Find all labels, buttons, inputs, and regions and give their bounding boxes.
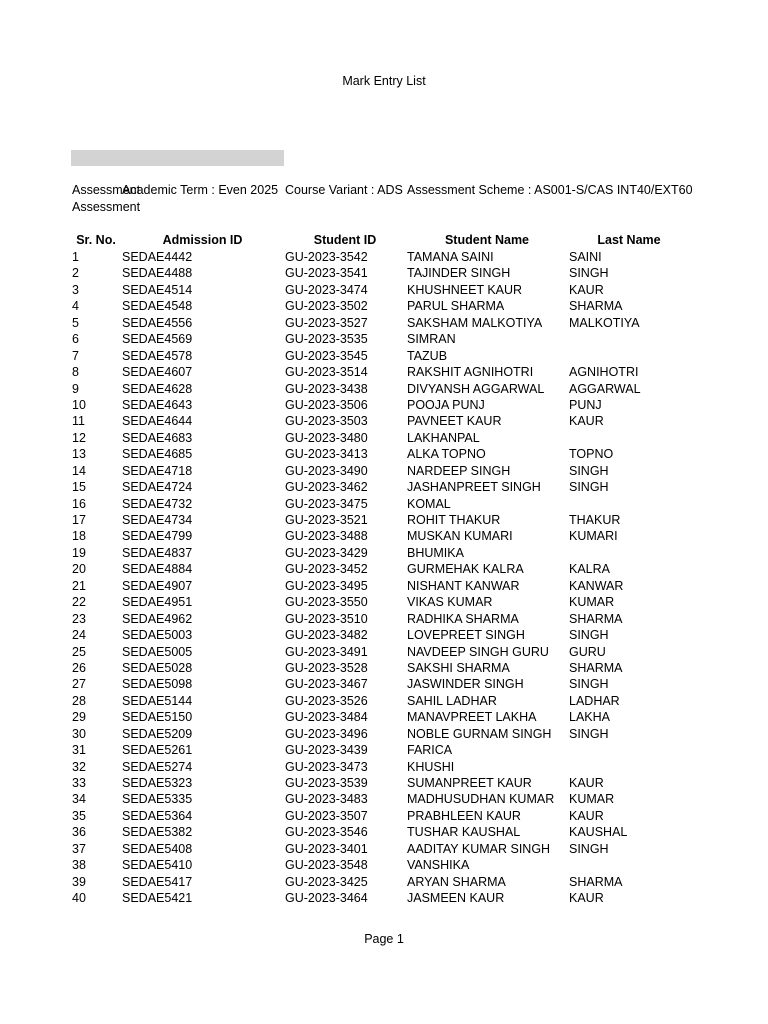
cell-last-name: AGGARWAL [569,381,641,396]
table-row [0,660,768,676]
meta-academic-term: Academic Term : Even 2025 [122,183,279,197]
cell-student-name: NARDEEP SINGH [407,463,511,478]
cell-student-id: GU-2023-3526 [285,693,368,708]
table-row [0,693,768,709]
cell-student-id: GU-2023-3527 [285,315,368,330]
cell-last-name: SINGH [569,480,609,495]
cell-last-name: SINGH [569,726,609,741]
cell-last-name: SAINI [569,250,602,264]
cell-last-name: AGNIHOTRI [569,365,639,380]
cell-student-name: ROHIT THAKUR [407,513,501,527]
cell-last-name: LADHAR [569,693,620,708]
table-row [0,742,768,758]
cell-admission-id: SEDAE4569 [122,332,193,347]
page-number: Page 1 [364,932,404,946]
cell-student-name: TAMANA SAINI [407,250,494,264]
cell-student-name: VIKAS KUMAR [407,595,493,610]
cell-sr-no: 3 [72,282,79,297]
cell-student-name: VANSHIKA [407,858,470,873]
cell-student-name: SAKSHAM MALKOTIYA [407,315,543,330]
cell-student-name: FARICA [407,743,453,758]
cell-admission-id: SEDAE4884 [122,562,193,577]
cell-admission-id: SEDAE5335 [122,792,193,807]
cell-student-name: KHUSHI [407,759,455,774]
cell-student-id: GU-2023-3546 [285,825,368,840]
table-row [0,545,768,561]
cell-student-name: MUSKAN KUMARI [407,529,513,544]
cell-admission-id: SEDAE4732 [122,496,193,511]
cell-admission-id: SEDAE4724 [122,480,193,495]
cell-admission-id: SEDAE4951 [122,595,193,610]
cell-sr-no: 22 [72,595,86,610]
meta-assessment-label: Assessment [72,183,141,197]
cell-last-name: PUNJ [569,397,602,412]
cell-student-id: GU-2023-3496 [285,726,368,741]
table-row [0,726,768,742]
cell-student-id: GU-2023-3452 [285,562,368,577]
cell-admission-id: SEDAE5209 [122,726,193,741]
cell-last-name: KUMAR [569,595,615,610]
cell-admission-id: SEDAE4578 [122,348,193,363]
table-body [0,249,768,907]
cell-sr-no: 1 [72,250,79,264]
cell-last-name: KUMAR [569,792,615,807]
cell-student-name: MANAVPREET LAKHA [407,710,537,725]
cell-last-name: KALRA [569,562,610,577]
cell-admission-id: SEDAE5410 [122,858,193,873]
cell-student-name: RAKSHIT AGNIHOTRI [407,365,534,380]
cell-last-name: KANWAR [569,578,624,593]
cell-admission-id: SEDAE5003 [122,628,193,643]
header-admission-id: Admission ID [162,233,243,247]
cell-last-name: KAUR [569,282,604,297]
cell-admission-id: SEDAE5028 [122,660,193,675]
table-row [0,479,768,495]
cell-sr-no: 25 [72,644,86,659]
cell-student-id: GU-2023-3503 [285,414,368,429]
table-row [0,791,768,807]
cell-student-name: ALKA TOPNO [407,447,486,462]
table-row [0,578,768,594]
table-row [0,446,768,462]
cell-student-id: GU-2023-3541 [285,266,368,281]
cell-sr-no: 34 [72,792,86,807]
table-row [0,676,768,692]
table-row [0,759,768,775]
cell-student-name: PRABHLEEN KAUR [407,808,521,823]
table-row [0,512,768,528]
cell-admission-id: SEDAE5417 [122,874,193,889]
cell-admission-id: SEDAE4734 [122,513,193,527]
table-row [0,331,768,347]
cell-sr-no: 20 [72,562,86,577]
cell-sr-no: 4 [72,299,79,314]
table-row [0,824,768,840]
cell-sr-no: 31 [72,743,86,758]
cell-sr-no: 38 [72,858,86,873]
cell-student-name: KOMAL [407,496,451,511]
cell-last-name: KAUR [569,776,604,790]
cell-student-id: GU-2023-3545 [285,348,368,363]
table-row [0,381,768,397]
cell-admission-id: SEDAE4837 [122,545,193,560]
meta-row [0,199,768,215]
cell-student-id: GU-2023-3495 [285,578,368,593]
cell-student-name: RADHIKA SHARMA [407,611,519,626]
cell-last-name: MALKOTIYA [569,315,640,330]
cell-sr-no: 17 [72,513,86,527]
cell-student-name: NISHANT KANWAR [407,578,520,593]
cell-last-name: KUMARI [569,529,618,544]
cell-sr-no: 12 [72,430,86,445]
cell-student-name: MADHUSUDHAN KUMAR [407,792,555,807]
meta-row [0,182,768,198]
cell-student-name: SAHIL LADHAR [407,693,497,708]
cell-student-id: GU-2023-3462 [285,480,368,495]
cell-student-id: GU-2023-3542 [285,250,368,264]
cell-student-name: SAKSHI SHARMA [407,660,510,675]
cell-student-name: LAKHANPAL [407,430,480,445]
cell-admission-id: SEDAE4799 [122,529,193,544]
cell-student-id: GU-2023-3510 [285,611,368,626]
cell-sr-no: 37 [72,841,86,856]
table-row [0,808,768,824]
table-row [0,496,768,512]
cell-student-name: TUSHAR KAUSHAL [407,825,521,840]
cell-last-name: TOPNO [569,447,614,462]
cell-admission-id: SEDAE5382 [122,825,193,840]
cell-last-name: SHARMA [569,874,623,889]
cell-sr-no: 33 [72,776,86,790]
cell-sr-no: 27 [72,677,86,692]
cell-student-name: JASMEEN KAUR [407,891,505,906]
table-row [0,463,768,479]
header-last-name: Last Name [597,233,661,247]
cell-student-name: JASHANPREET SINGH [407,480,541,495]
table-row [0,857,768,873]
cell-admission-id: SEDAE5150 [122,710,193,725]
cell-last-name: SINGH [569,628,609,643]
cell-student-id: GU-2023-3521 [285,513,368,527]
cell-admission-id: SEDAE5408 [122,841,193,856]
cell-last-name: LAKHA [569,710,610,725]
cell-admission-id: SEDAE5421 [122,891,193,906]
mark-entry-table [0,232,768,907]
cell-student-id: GU-2023-3467 [285,677,368,692]
cell-student-id: GU-2023-3491 [285,644,368,659]
table-row [0,890,768,906]
cell-student-id: GU-2023-3482 [285,628,368,643]
cell-sr-no: 30 [72,726,86,741]
cell-student-id: GU-2023-3514 [285,365,368,380]
cell-student-name: DIVYANSH AGGARWAL [407,381,545,396]
cell-admission-id: SEDAE5364 [122,808,193,823]
cell-sr-no: 39 [72,874,86,889]
cell-sr-no: 13 [72,447,86,462]
cell-student-name: JASWINDER SINGH [407,677,524,692]
cell-student-id: GU-2023-3429 [285,545,368,560]
cell-last-name: GURU [569,644,606,659]
meta-assessment-label-2: Assessment [72,200,141,214]
cell-sr-no: 7 [72,348,79,363]
meta-course-variant: Course Variant : ADS [285,183,403,197]
cell-admission-id: SEDAE5274 [122,759,193,774]
cell-student-id: GU-2023-3413 [285,447,368,462]
cell-admission-id: SEDAE4685 [122,447,193,462]
cell-student-name: NOBLE GURNAM SINGH [407,726,552,741]
table-row [0,397,768,413]
meta-assessment-scheme: Assessment Scheme : AS001-S/CAS INT40/EXT60 [407,183,693,197]
cell-sr-no: 6 [72,332,79,347]
cell-admission-id: SEDAE4488 [122,266,193,281]
cell-student-name: PAVNEET KAUR [407,414,502,429]
cell-student-name: POOJA PUNJ [407,397,485,412]
cell-student-name: SIMRAN [407,332,456,347]
cell-admission-id: SEDAE4628 [122,381,193,396]
table-row [0,644,768,660]
cell-admission-id: SEDAE4607 [122,365,193,380]
cell-last-name: SINGH [569,266,609,281]
cell-student-id: GU-2023-3490 [285,463,368,478]
table-row [0,561,768,577]
table-row [0,430,768,446]
cell-admission-id: SEDAE5005 [122,644,193,659]
cell-admission-id: SEDAE5323 [122,776,193,790]
cell-student-id: GU-2023-3480 [285,430,368,445]
table-row [0,298,768,314]
cell-admission-id: SEDAE4548 [122,299,193,314]
table-row [0,841,768,857]
cell-admission-id: SEDAE4644 [122,414,193,429]
cell-admission-id: SEDAE5261 [122,743,193,758]
cell-student-name: NAVDEEP SINGH GURU [407,644,549,659]
cell-last-name: THAKUR [569,513,621,527]
table-row [0,775,768,791]
cell-student-id: GU-2023-3484 [285,710,368,725]
cell-student-name: LOVEPREET SINGH [407,628,525,643]
cell-last-name: SINGH [569,463,609,478]
cell-student-name: ARYAN SHARMA [407,874,506,889]
cell-admission-id: SEDAE5098 [122,677,193,692]
cell-last-name: SHARMA [569,611,623,626]
table-row [0,249,768,265]
table-row [0,709,768,725]
table-row [0,364,768,380]
header-student-name: Student Name [444,233,530,247]
cell-student-name: TAZUB [407,348,448,363]
cell-student-id: GU-2023-3439 [285,743,368,758]
cell-admission-id: SEDAE4643 [122,397,193,412]
cell-sr-no: 15 [72,480,86,495]
cell-sr-no: 40 [72,891,86,906]
cell-student-name: GURMEHAK KALRA [407,562,524,577]
table-header-row [0,232,768,249]
table-row [0,413,768,429]
cell-admission-id: SEDAE4962 [122,611,193,626]
cell-sr-no: 35 [72,808,86,823]
table-row [0,348,768,364]
cell-student-id: GU-2023-3528 [285,660,368,675]
cell-admission-id: SEDAE5144 [122,693,193,708]
cell-sr-no: 21 [72,578,86,593]
cell-student-id: GU-2023-3474 [285,282,368,297]
cell-sr-no: 36 [72,825,86,840]
cell-sr-no: 23 [72,611,86,626]
cell-admission-id: SEDAE4718 [122,463,193,478]
cell-last-name: KAUR [569,414,604,429]
cell-sr-no: 28 [72,693,86,708]
table-row [0,315,768,331]
cell-student-name: TAJINDER SINGH [407,266,511,281]
cell-student-name: KHUSHNEET KAUR [407,282,523,297]
cell-last-name: SHARMA [569,299,623,314]
cell-student-id: GU-2023-3425 [285,874,368,889]
table-row [0,528,768,544]
cell-sr-no: 19 [72,545,86,560]
cell-last-name: KAUSHAL [569,825,628,840]
cell-sr-no: 14 [72,463,86,478]
cell-sr-no: 26 [72,660,86,675]
cell-sr-no: 16 [72,496,86,511]
cell-last-name: KAUR [569,891,604,906]
cell-student-name: PARUL SHARMA [407,299,505,314]
cell-student-id: GU-2023-3488 [285,529,368,544]
table-row [0,627,768,643]
cell-sr-no: 24 [72,628,86,643]
table-row [0,282,768,298]
cell-sr-no: 10 [72,397,86,412]
cell-student-name: AADITAY KUMAR SINGH [407,841,551,856]
cell-student-id: GU-2023-3535 [285,332,368,347]
cell-student-id: GU-2023-3475 [285,496,368,511]
table-row [0,594,768,610]
cell-student-id: GU-2023-3548 [285,858,368,873]
cell-student-id: GU-2023-3507 [285,808,368,823]
cell-sr-no: 9 [72,381,79,396]
cell-student-id: GU-2023-3550 [285,595,368,610]
cell-sr-no: 29 [72,710,86,725]
header-sr-no: Sr. No. [76,233,116,247]
cell-student-id: GU-2023-3539 [285,776,368,790]
page-title: Mark Entry List [342,74,426,88]
cell-student-id: GU-2023-3483 [285,792,368,807]
cell-student-id: GU-2023-3464 [285,891,368,906]
cell-sr-no: 8 [72,365,79,380]
cell-sr-no: 11 [72,414,85,429]
table-row [0,611,768,627]
cell-last-name: KAUR [569,808,604,823]
cell-student-id: GU-2023-3502 [285,299,368,314]
cell-sr-no: 18 [72,529,86,544]
cell-last-name: SINGH [569,677,609,692]
cell-admission-id: SEDAE4514 [122,282,193,297]
cell-student-name: BHUMIKA [407,545,464,560]
redacted-block [71,150,284,166]
header-student-id: Student ID [313,233,377,247]
cell-student-id: GU-2023-3473 [285,759,368,774]
cell-last-name: SINGH [569,841,609,856]
cell-admission-id: SEDAE4556 [122,315,193,330]
table-row [0,265,768,281]
cell-student-id: GU-2023-3506 [285,397,368,412]
cell-student-id: GU-2023-3438 [285,381,368,396]
cell-last-name: SHARMA [569,660,623,675]
cell-sr-no: 5 [72,315,79,330]
cell-admission-id: SEDAE4442 [122,250,193,264]
cell-sr-no: 32 [72,759,86,774]
cell-sr-no: 2 [72,266,79,281]
cell-student-id: GU-2023-3401 [285,841,368,856]
cell-student-name: SUMANPREET KAUR [407,776,532,790]
table-row [0,874,768,890]
cell-admission-id: SEDAE4907 [122,578,193,593]
cell-admission-id: SEDAE4683 [122,430,193,445]
